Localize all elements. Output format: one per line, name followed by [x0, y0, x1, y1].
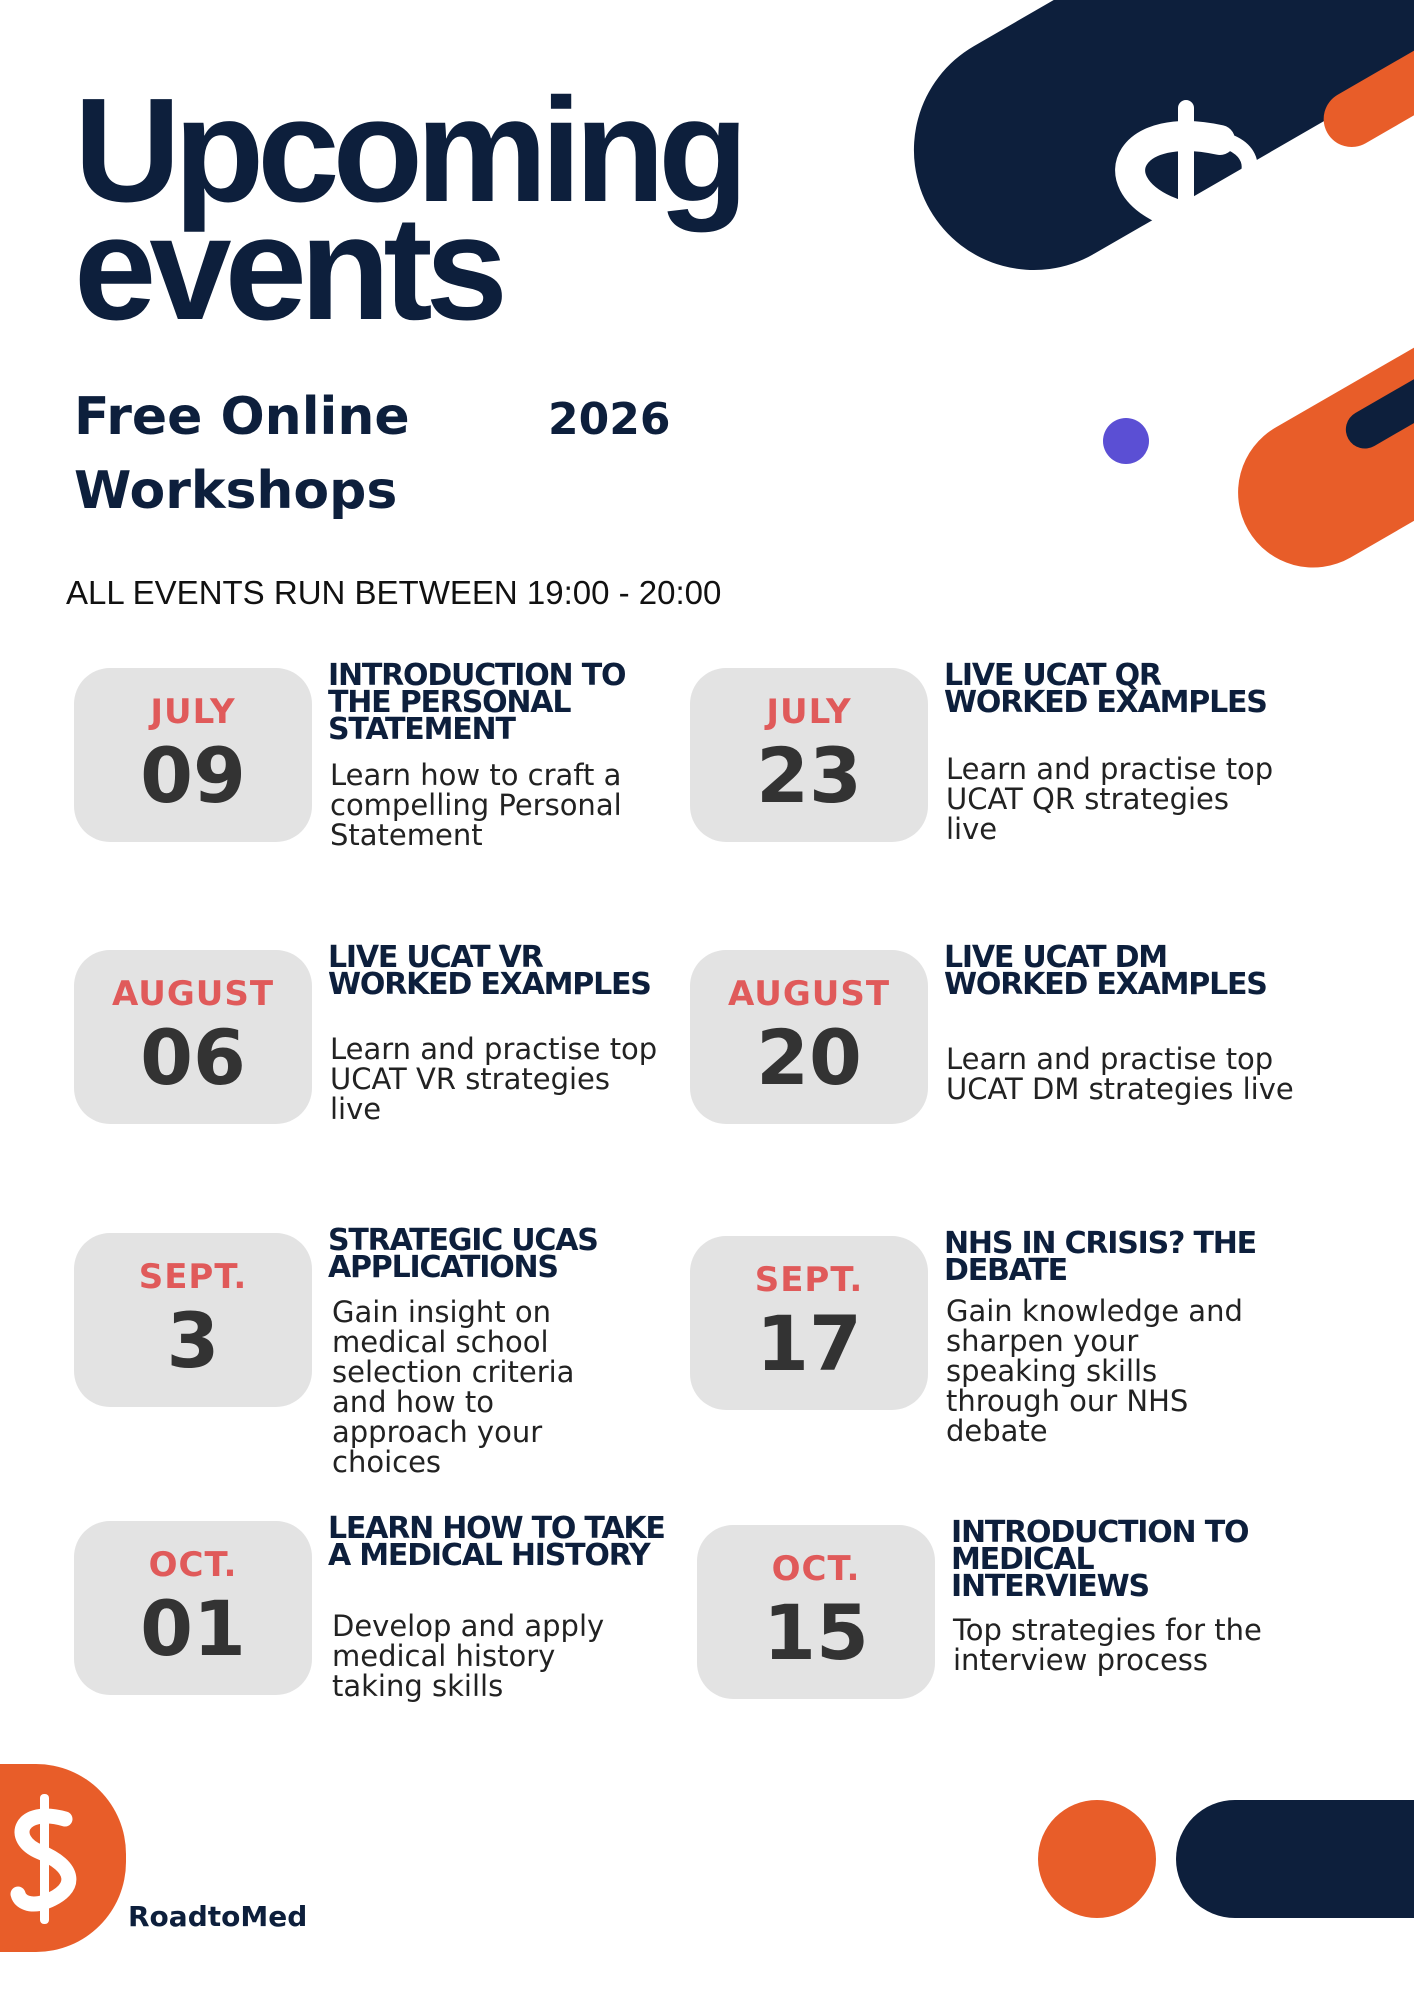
event-description: Learn and practise top UCAT QR strategies live — [946, 752, 1274, 846]
event-month: OCT. — [771, 1549, 861, 1589]
event-description: Develop and apply medical history taking skills — [332, 1609, 605, 1703]
event-day: 15 — [763, 1588, 869, 1677]
event-date-box — [690, 668, 928, 842]
decorative-orange-dot — [1038, 1800, 1156, 1918]
event-time-note: ALL EVENTS RUN BETWEEN 19:00 - 20:00 — [66, 574, 722, 611]
event-month: AUGUST — [111, 974, 275, 1014]
event-title: LIVE UCAT VR WORKED EXAMPLES — [328, 940, 651, 1002]
event-description: Learn and practise top UCAT DM strategies live — [946, 1042, 1294, 1106]
event-day: 17 — [756, 1299, 862, 1388]
event-title: LIVE UCAT QR WORKED EXAMPLES — [944, 658, 1267, 720]
event-month: SEPT. — [754, 1260, 864, 1300]
event-date-box — [74, 1521, 312, 1695]
title-line-1: Upcoming — [74, 68, 742, 233]
decorative-purple-dot — [1103, 418, 1149, 464]
event-date-box — [74, 1233, 312, 1407]
event-month: SEPT. — [138, 1257, 248, 1297]
event-date-box — [74, 950, 312, 1124]
title-line-2: events — [74, 186, 501, 351]
event-title: NHS IN CRISIS? THE DEBATE — [944, 1226, 1256, 1288]
event-date-box — [74, 668, 312, 842]
event-month: JULY — [766, 692, 852, 732]
event-day: 23 — [756, 731, 862, 820]
event-day: 01 — [140, 1584, 246, 1673]
caduceus-s-logo-icon — [1070, 100, 1300, 340]
event-card — [74, 1511, 694, 1821]
brand-name: RoadtoMed — [128, 1900, 308, 1933]
event-card — [690, 658, 1310, 968]
event-date-box — [697, 1525, 935, 1699]
event-day: 20 — [756, 1013, 862, 1102]
event-card — [697, 1515, 1317, 1825]
event-description: Top strategies for the interview process — [953, 1613, 1262, 1677]
event-month: AUGUST — [727, 974, 891, 1014]
decorative-navy-pill — [1176, 1800, 1414, 1918]
page-title — [74, 68, 794, 351]
subtitle-line-1: Free Online — [74, 387, 410, 447]
event-month: JULY — [150, 692, 236, 732]
event-card — [690, 940, 1310, 1250]
year-label: 2026 — [548, 394, 671, 445]
event-title: INTRODUCTION TO THE PERSONAL STATEMENT — [328, 658, 626, 747]
event-day: 09 — [140, 731, 246, 820]
event-title: LIVE UCAT DM WORKED EXAMPLES — [944, 940, 1267, 1002]
event-month: OCT. — [148, 1545, 238, 1585]
event-day: 06 — [140, 1013, 246, 1102]
event-card — [74, 940, 694, 1250]
event-title: INTRODUCTION TO MEDICAL INTERVIEWS — [951, 1515, 1249, 1604]
event-description: Gain insight on medical school selection criteria and how to approach your choices — [332, 1295, 575, 1479]
event-day: 3 — [166, 1296, 220, 1385]
subtitle — [74, 380, 474, 528]
event-description: Learn and practise top UCAT VR strategies live — [330, 1032, 658, 1126]
event-title: LEARN HOW TO TAKE A MEDICAL HISTORY — [328, 1511, 665, 1573]
event-card — [74, 1223, 694, 1533]
event-date-box — [690, 950, 928, 1124]
subtitle-line-2: Workshops — [74, 461, 398, 521]
event-card — [690, 1226, 1310, 1536]
event-description: Gain knowledge and sharpen your speaking skills through our NHS debate — [946, 1294, 1243, 1448]
event-title: STRATEGIC UCAS APPLICATIONS — [328, 1223, 598, 1285]
event-card — [74, 658, 694, 968]
event-description: Learn how to craft a compelling Personal Statement — [330, 758, 622, 852]
caduceus-s-logo-icon — [0, 1794, 90, 1924]
event-date-box — [690, 1236, 928, 1410]
